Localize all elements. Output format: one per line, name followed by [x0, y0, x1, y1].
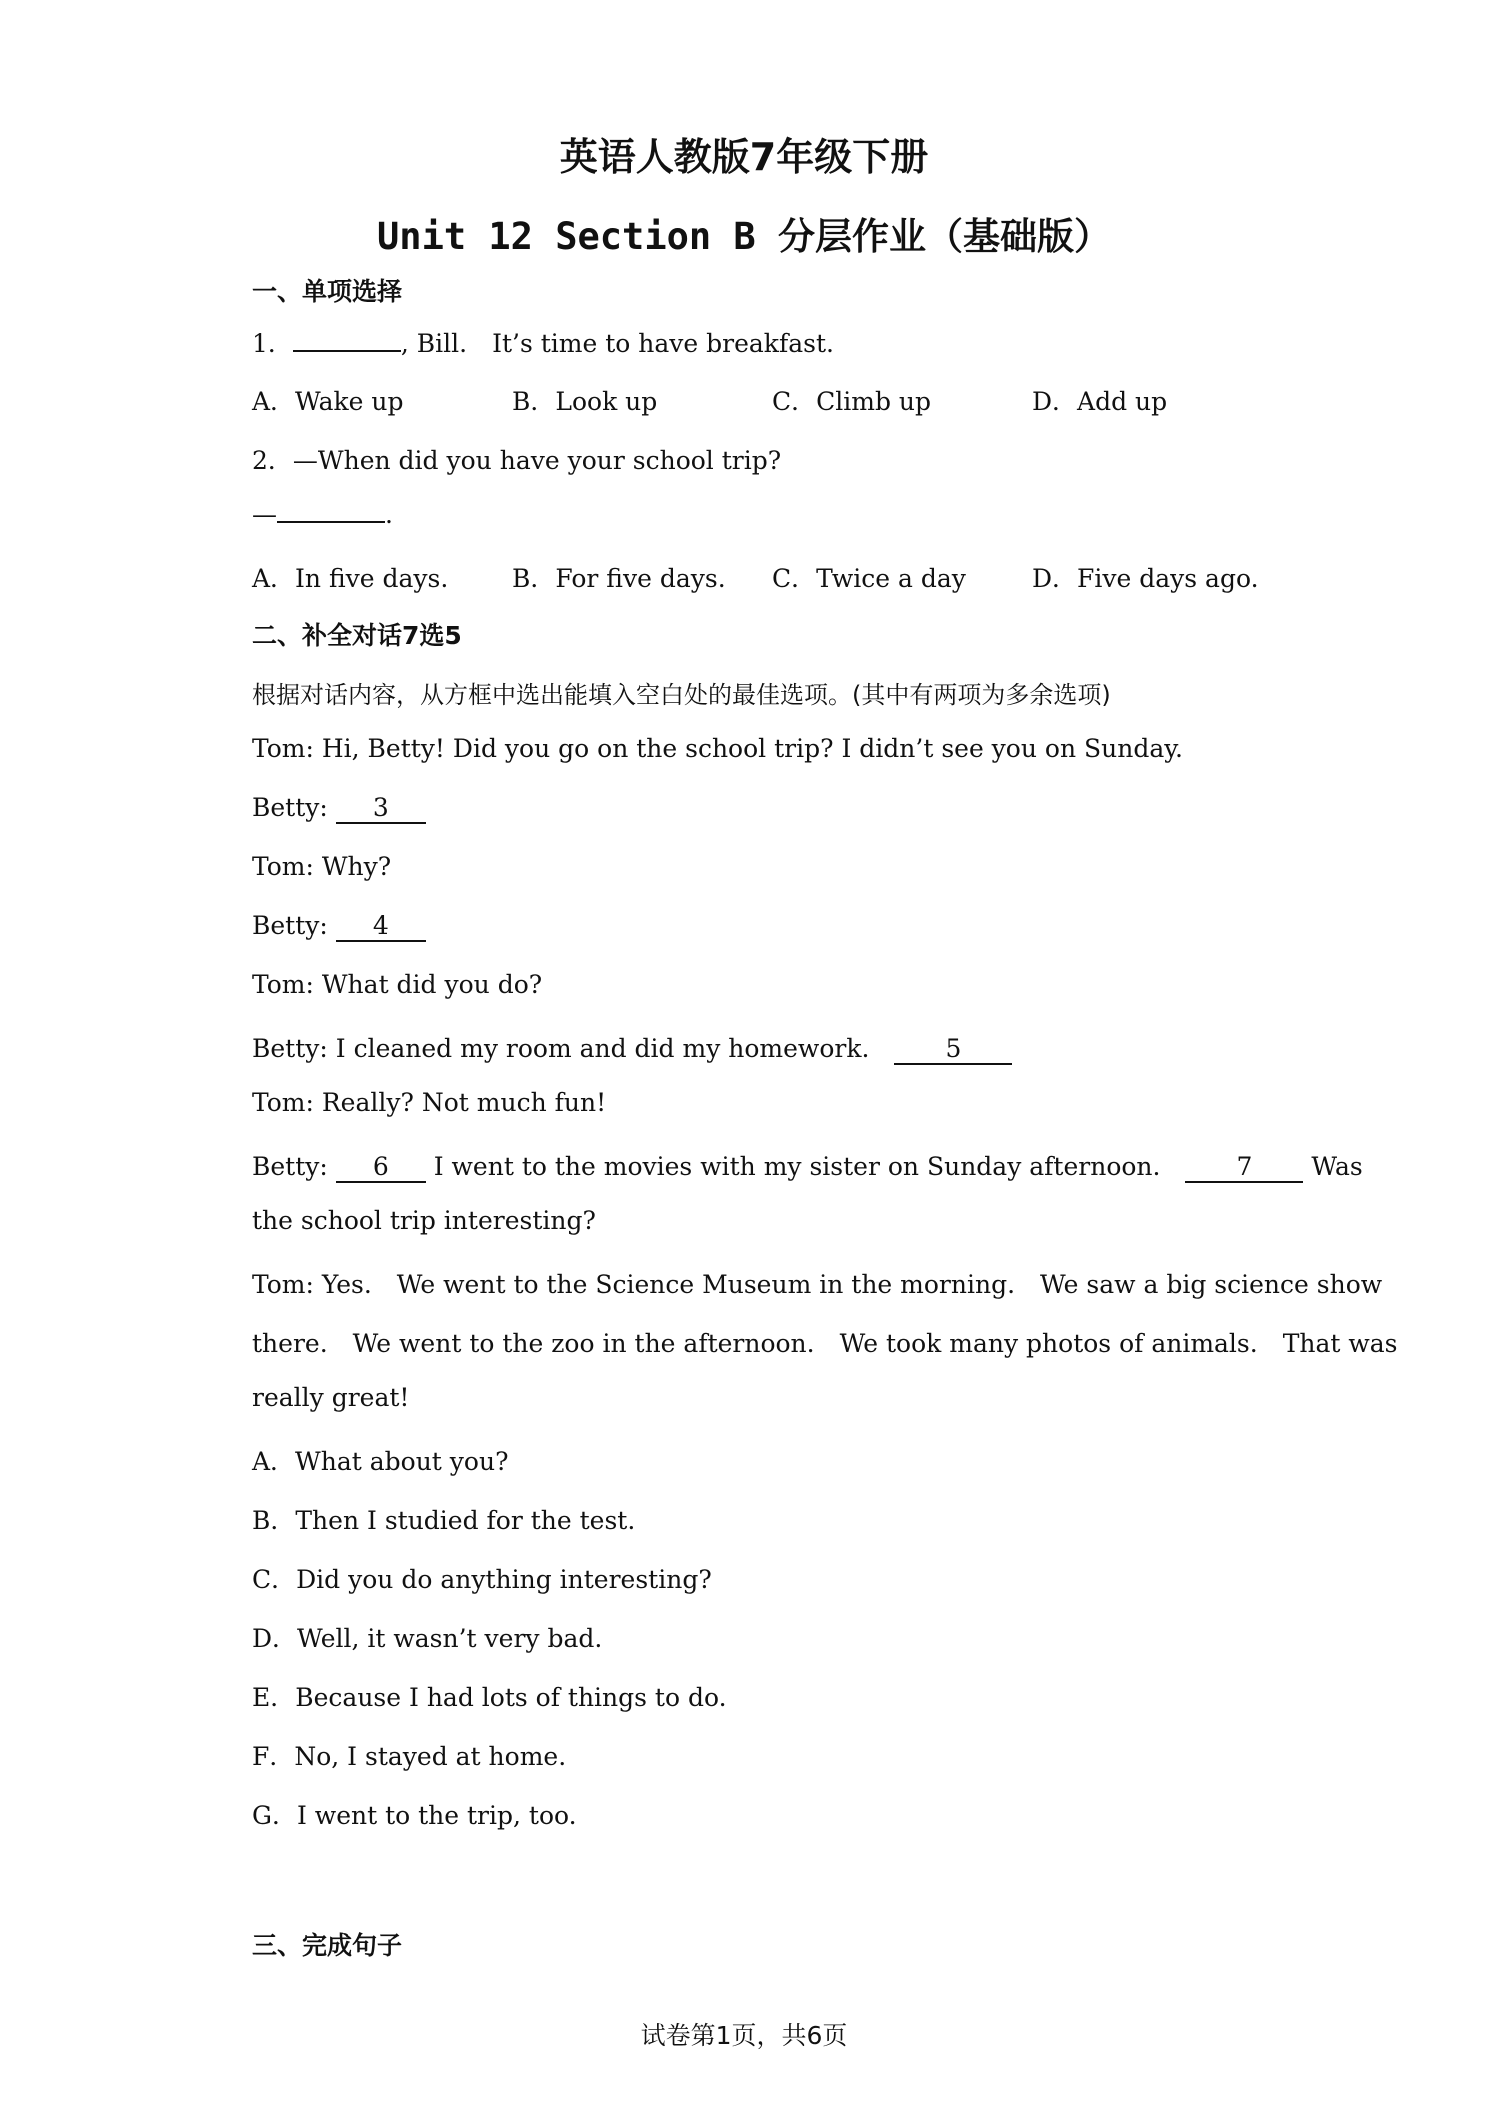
answer-blank [293, 350, 401, 352]
dialogue-line: the school trip interesting? [252, 1206, 596, 1235]
dash: — [252, 500, 277, 529]
question-number: 1． [252, 329, 293, 358]
dialogue-text: Was [1303, 1152, 1363, 1181]
question-2-answer-line [252, 500, 393, 529]
dialogue-line: there. We went to the zoo in the afternoon. We took many photos of animals. That was [252, 1329, 1398, 1358]
dialogue-text: Betty: I cleaned my room and did my homework. [252, 1034, 895, 1063]
question-1 [252, 324, 834, 360]
option-d[interactable]: D．Five days ago. [1032, 564, 1259, 593]
dialogue-line: Tom: What did you do? [252, 970, 543, 999]
dialogue-line [252, 1147, 1363, 1183]
question-2 [252, 441, 781, 477]
answer-blank [277, 521, 385, 523]
section-heading-complete-sentences: 三、完成句子 [252, 1931, 403, 1960]
option-a[interactable]: A．In five days. [252, 564, 449, 593]
dialogue-line: Tom: Really? Not much fun! [252, 1088, 607, 1117]
dialogue-line: really great! [252, 1383, 410, 1412]
option-c[interactable]: C．Climb up [772, 387, 932, 416]
option-d[interactable]: D．Add up [1032, 387, 1168, 416]
option-b[interactable]: B．Look up [512, 387, 658, 416]
blank-5: 5 [894, 1035, 1012, 1065]
option-b[interactable]: B．For five days. [512, 564, 726, 593]
blank-4: 4 [336, 912, 426, 942]
question-number: 2． [252, 446, 293, 475]
option-a[interactable]: A．Wake up [252, 387, 404, 416]
choice-option-d: D．Well, it wasn’t very bad. [252, 1624, 603, 1653]
option-c[interactable]: C．Twice a day [772, 564, 966, 593]
section-heading-dialogue: 二、补全对话7选5 [252, 621, 462, 650]
choice-option-e: E．Because I had lots of things to do. [252, 1683, 727, 1712]
blank-3: 3 [336, 794, 426, 824]
question-2-options [252, 559, 1259, 593]
instruction-text: 根据对话内容，从方框中选出能填入空白处的最佳选项。(其中有两项为多余选项) [252, 681, 1111, 709]
dialogue-text: I went to the movies with my sister on Sunday afternoon. [425, 1152, 1186, 1181]
dialogue-line: Tom: Yes. We went to the Science Museum in the morning. We saw a big science show [252, 1270, 1383, 1299]
dialogue-line: Tom: Hi, Betty! Did you go on the school trip? I didn’t see you on Sunday. [252, 734, 1183, 763]
dialogue-line [252, 1029, 1012, 1065]
period: . [385, 500, 393, 529]
speaker-label: Betty: [252, 911, 336, 940]
speaker-label: Betty: [252, 793, 336, 822]
speaker-label: Betty: [252, 1152, 336, 1181]
section-heading-single-choice: 一、单项选择 [252, 277, 403, 306]
choice-option-a: A．What about you? [252, 1447, 509, 1476]
question-text: , Bill. It’s time to have breakfast. [400, 329, 834, 358]
choice-option-g: G．I went to the trip, too. [252, 1801, 577, 1830]
question-text: —When did you have your school trip? [292, 446, 782, 475]
blank-7: 7 [1185, 1153, 1303, 1183]
choice-option-b: B．Then I studied for the test. [252, 1506, 636, 1535]
page-footer: 试卷第1页，共6页 [640, 2021, 848, 2050]
page-title: 英语人教版7年级下册 [559, 135, 929, 179]
blank-6: 6 [336, 1153, 426, 1183]
page-subtitle: Unit 12 Section B 分层作业（基础版） [377, 215, 1111, 258]
dialogue-line [252, 793, 426, 824]
choice-option-c: C．Did you do anything interesting? [252, 1565, 712, 1594]
question-1-options [252, 382, 1252, 416]
choice-option-f: F．No, I stayed at home. [252, 1742, 567, 1771]
dialogue-line [252, 911, 426, 942]
dialogue-line: Tom: Why? [252, 852, 392, 881]
